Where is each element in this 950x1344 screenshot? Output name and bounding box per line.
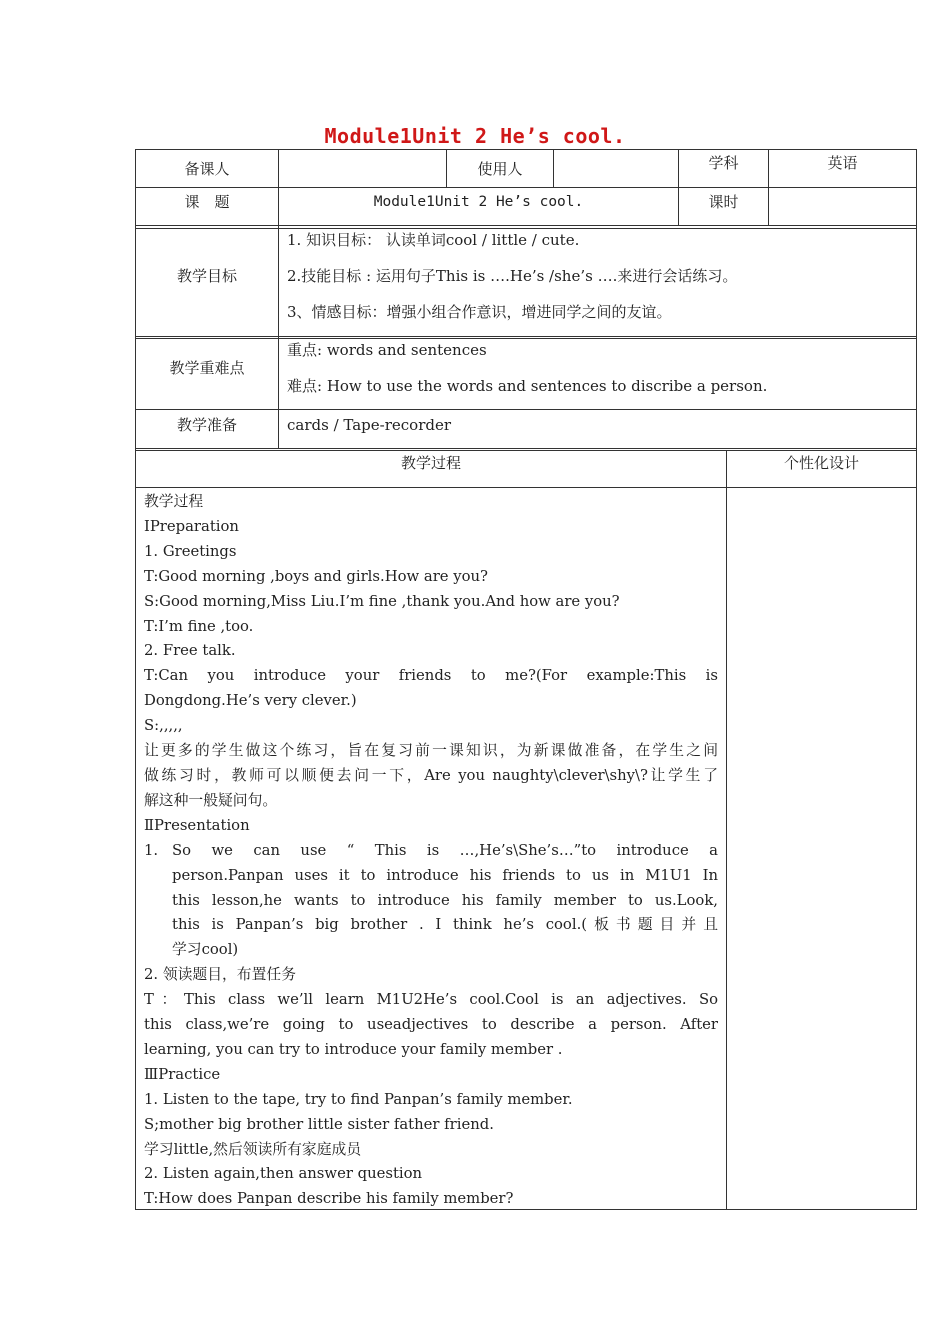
process-line: ⅠPreparation bbox=[144, 517, 239, 535]
process-line: ⅢPractice bbox=[144, 1065, 221, 1083]
table-border bbox=[135, 228, 917, 229]
process-line: S:,,,,, bbox=[144, 717, 183, 735]
process-line: this is Panpan’s big brother . I think he’s cool.(板书题目并且 bbox=[172, 916, 718, 934]
key-point-focus: 重点: words and sentences bbox=[287, 341, 487, 359]
period-label: 课时 bbox=[708, 193, 739, 211]
process-line: T:Good morning ,boys and girls.How are you? bbox=[144, 567, 488, 585]
process-line: 2. 领读题目，布置任务 bbox=[144, 966, 296, 984]
process-line: person.Panpan uses it to introduce his friends to us in M1U1 In bbox=[172, 866, 718, 884]
process-line: T:I’m fine ,too. bbox=[144, 617, 254, 635]
key-point-difficulty: 难点: How to use the words and sentences to discribe a person. bbox=[287, 377, 768, 395]
subject-label: 学科 bbox=[708, 154, 739, 172]
process-line: 做练习时，教师可以顺便去问一下，Are you naughty\clever\shy\?让学生了 bbox=[144, 766, 718, 784]
table-border bbox=[135, 450, 917, 451]
preparation-label: 教学准备 bbox=[176, 416, 237, 434]
table-border bbox=[553, 149, 554, 187]
table-border bbox=[726, 450, 727, 1210]
objectives-label: 教学目标 bbox=[176, 267, 237, 285]
preparer-label: 备课人 bbox=[184, 160, 230, 178]
objective-item: 3、情感目标：增强小组合作意识，增进同学之间的友谊。 bbox=[287, 303, 672, 321]
process-line: 解这种一般疑问句。 bbox=[144, 791, 278, 809]
list-number: 1. bbox=[144, 841, 159, 859]
process-line: 学习cool) bbox=[172, 941, 239, 959]
process-line: ⅡPresentation bbox=[144, 816, 250, 834]
process-line: 学习little,然后领读所有家庭成员 bbox=[144, 1140, 362, 1158]
key-points-label: 教学重难点 bbox=[169, 359, 245, 377]
process-line: 2. Listen again,then answer question bbox=[144, 1165, 423, 1183]
table-border bbox=[135, 336, 917, 337]
process-line: T:How does Panpan describe his family member? bbox=[144, 1190, 514, 1208]
table-border bbox=[135, 149, 917, 150]
table-border bbox=[135, 187, 917, 188]
process-line: this class,we’re going to useadjectives to describe a person. After bbox=[144, 1016, 718, 1034]
process-line: T：This class we’ll learn M1U2He’s cool.Cool is an adjectives. So bbox=[144, 991, 718, 1009]
process-line: 教学过程 bbox=[144, 493, 204, 510]
process-line-text: So we can use “ This is …,He’s\She’s…”to introduce a bbox=[172, 841, 718, 859]
table-border bbox=[135, 149, 136, 1210]
table-border bbox=[135, 409, 917, 410]
table-border bbox=[135, 448, 917, 449]
subject-value: 英语 bbox=[827, 154, 858, 172]
objective-item: 2.技能目标 : 运用句子This is ….He’s /she’s ….来进行会话练习。 bbox=[287, 267, 738, 285]
process-line: 让更多的学生做这个练习，旨在复习前一课知识，为新课做准备，在学生之间 bbox=[144, 742, 718, 760]
user-label: 使用人 bbox=[477, 160, 523, 178]
process-line: 2. Free talk. bbox=[144, 642, 236, 660]
table-border bbox=[135, 338, 917, 339]
personalized-design-header: 个性化设计 bbox=[783, 454, 859, 472]
process-line: learning, you can try to introduce your family member . bbox=[144, 1040, 563, 1058]
process-line: T:Can you introduce your friends to me?(For example:This is bbox=[144, 667, 718, 685]
table-border bbox=[916, 149, 917, 1210]
process-line: this lesson,he wants to introduce his family member to us.Look, bbox=[172, 891, 718, 909]
topic-label: 课 题 bbox=[184, 193, 230, 211]
process-line: 1. Greetings bbox=[144, 542, 237, 560]
topic-value: Module1Unit 2 He’s cool. bbox=[373, 194, 584, 210]
objective-item: 1. 知识目标： 认读单词cool / little / cute. bbox=[287, 231, 580, 249]
process-line: S:Good morning,Miss Liu.I’m fine ,thank you.And how are you? bbox=[144, 592, 620, 610]
process-line bbox=[144, 839, 718, 864]
process-line: 1. Listen to the tape, try to find Panpan’s family member. bbox=[144, 1090, 573, 1108]
preparation-value: cards / Tape-recorder bbox=[287, 416, 452, 434]
table-border bbox=[135, 225, 917, 226]
process-header: 教学过程 bbox=[400, 454, 461, 472]
process-line: S;mother big brother little sister father friend. bbox=[144, 1115, 494, 1133]
table-border bbox=[135, 487, 917, 488]
document-title: Module1Unit 2 He’s cool. bbox=[324, 124, 626, 148]
process-content bbox=[144, 490, 718, 1212]
process-line: Dongdong.He’s very clever.) bbox=[144, 692, 357, 710]
